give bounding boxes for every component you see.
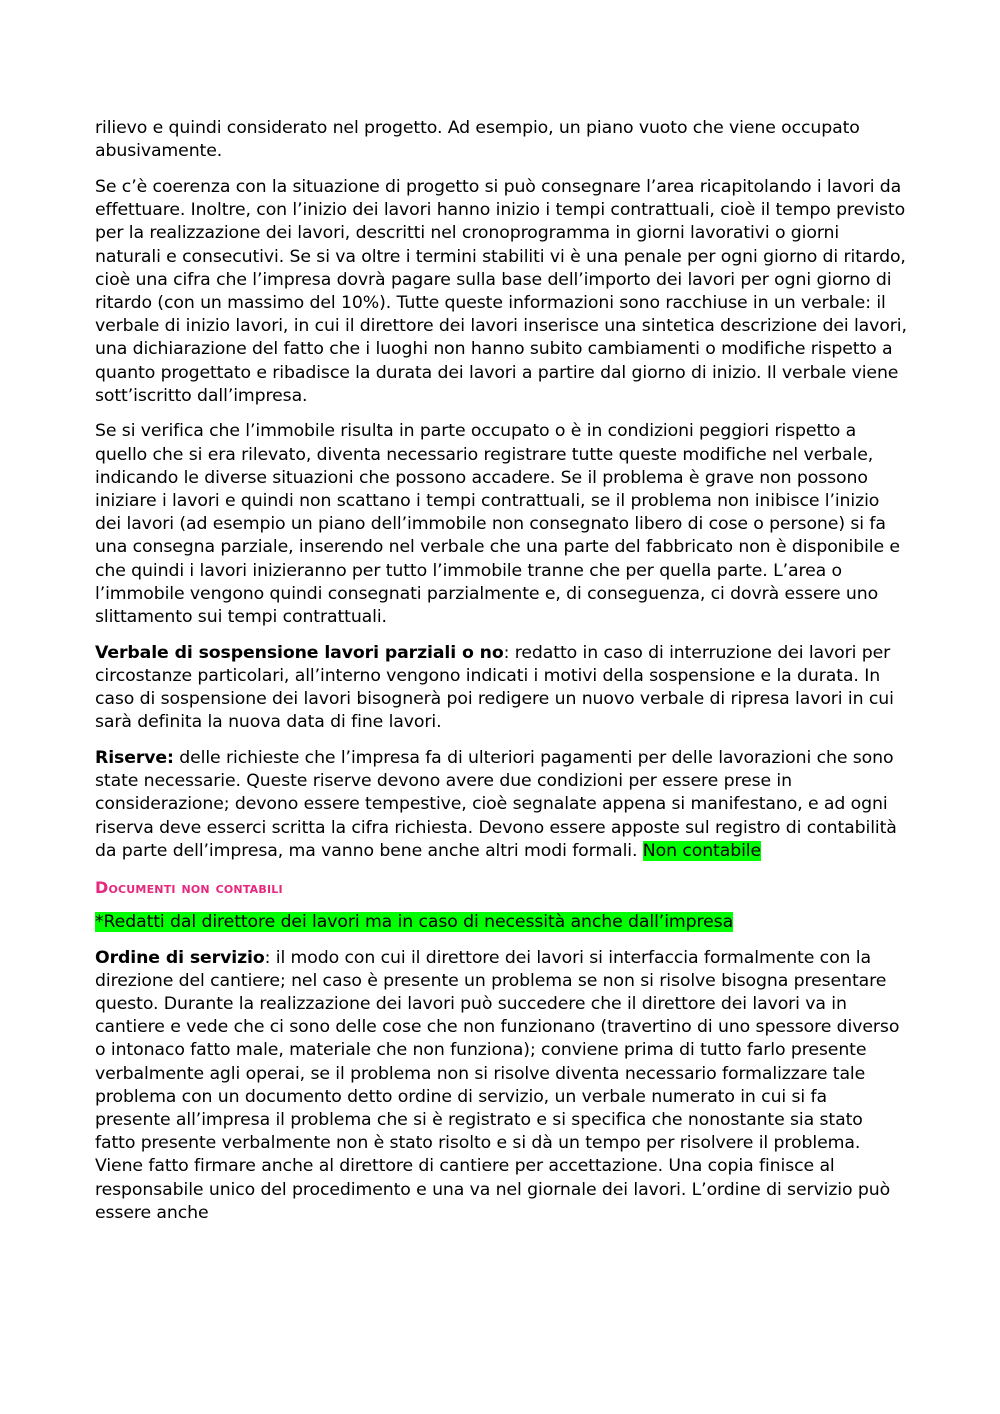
highlight-non-contabile: Non contabile bbox=[642, 840, 762, 861]
paragraph-immobile-occupato: Se si verifica che l’immobile risulta in parte occupato o è in condizioni peggiori rispetto a quello che si era rilevato, diventa necessario registrare tutte queste modifiche nel verbale, indicando le diverse situazioni che possono accadere. Se il problema è grave non possono iniziare i lavori e quindi non scattano i tempi contrattuali, se il problema non inibisce l’inizio dei lavori (ad esempio un piano dell’immobile non consegnato libero di cose o persone) si fa una consegna parziale, inserendo nel verbale che una parte del fabbricato non è disponibile e che quindi i lavori inizieranno per tutto l’immobile tranne che per quella parte. L’area o l’immobile vengono quindi consegnati parzialmente e, di conseguenza, ci dovrà essere uno slittamento sui tempi contrattuali. bbox=[95, 421, 900, 628]
paragraph-ordine-servizio bbox=[95, 947, 907, 1225]
paragraph-note bbox=[95, 911, 907, 934]
term-riserve: Riserve: bbox=[95, 748, 174, 769]
section-heading-documenti-non-contabili: Documenti non contabili bbox=[95, 877, 283, 897]
paragraph-coerenza: Se c’è coerenza con la situazione di progetto si può consegnare l’area ricapitolando i lavori da effettuare. Inoltre, con l’inizio dei lavori hanno inizio i tempi contrattuali, cioè il tempo previsto per la realizzazione dei lavori, descritti nel cronoprogramma in giorni lavorativi o giorni naturali e consecutivi. Se si va oltre i termini stabiliti vi è una penale per ogni giorno di ritardo, cioè una cifra che l’impresa dovrà pagare sulla base dell’importo dei lavori per ogni giorno di ritardo (con un massimo del 10%). Tutte queste informazioni sono racchiuse in un verbale: il verbale di inizio lavori, in cui il direttore dei lavori inserisce una sintetica descrizione dei lavori, una dichiarazione del fatto che i luoghi non hanno subito cambiamenti o modifiche rispetto a quanto progettato e ribadisce la durata dei lavori a partire dal giorno di inizio. Il verbale viene sott’iscritto dall’impresa. bbox=[95, 176, 907, 406]
definition-riserve: delle richieste che l’impresa fa di ulteriori pagamenti per delle lavorazioni che sono state necessarie. Queste riserve devono avere due condizioni per essere prese in considerazione; devono essere tempestive, cioè segnalate appena si manifestano, e ad ogni riserva deve esserci scritta la cifra richiesta. Devono essere apposte sul registro di contabilità da parte dell’impresa, ma vanno bene anche altri modi formali. bbox=[95, 748, 897, 861]
highlight-note-redatti: *Redatti dal direttore dei lavori ma in caso di necessità anche dall’impresa bbox=[95, 911, 734, 932]
term-ordine-servizio: Ordine di servizio bbox=[95, 947, 265, 968]
paragraph-rilievo: rilievo e quindi considerato nel progetto. Ad esempio, un piano vuoto che viene occupato abusivamente. bbox=[95, 118, 860, 162]
paragraph-riserve bbox=[95, 747, 907, 863]
paragraph-verbale-sospensione bbox=[95, 642, 907, 735]
term-verbale-sospensione: Verbale di sospensione lavori parziali o no bbox=[95, 642, 504, 663]
definition-verbale-sospensione: : redatto in caso di interruzione dei lavori per circostanze particolari, all’interno vengono indicati i motivi della sospensione e la durata. In caso di sospensione dei lavori bisognerà poi redigere un nuovo verbale di ripresa lavori in cui sarà definita la nuova data di fine lavori. bbox=[95, 642, 894, 733]
document-page bbox=[95, 117, 907, 1237]
definition-ordine-servizio: : il modo con cui il direttore dei lavori si interfaccia formalmente con la direzione del cantiere; nel caso è presente un problema se non si risolve bisogna presentare questo. Durante la realizzazione dei lavori può succedere che il direttore dei lavori va in cantiere e vede che ci sono delle cose che non funzionano (travertino di uno spessore diverso o intonaco fatto male, materiale che non funziona); conviene prima di tutto farlo presente verbalmente agli operai, se il problema non si risolve diventa necessario formalizzare tale problema con un documento detto ordine di servizio, un verbale numerato in cui si fa presente all’impresa il problema che si è registrato e si specifica che nonostante sia stato fatto presente verbalmente non è stato risolto e si dà un tempo per risolvere il problema. Viene fatto firmare anche al direttore di cantiere per accettazione. Una copia finisce al responsabile unico del procedimento e una va nel giornale dei lavori. L’ordine di servizio può essere anche bbox=[95, 947, 900, 1223]
